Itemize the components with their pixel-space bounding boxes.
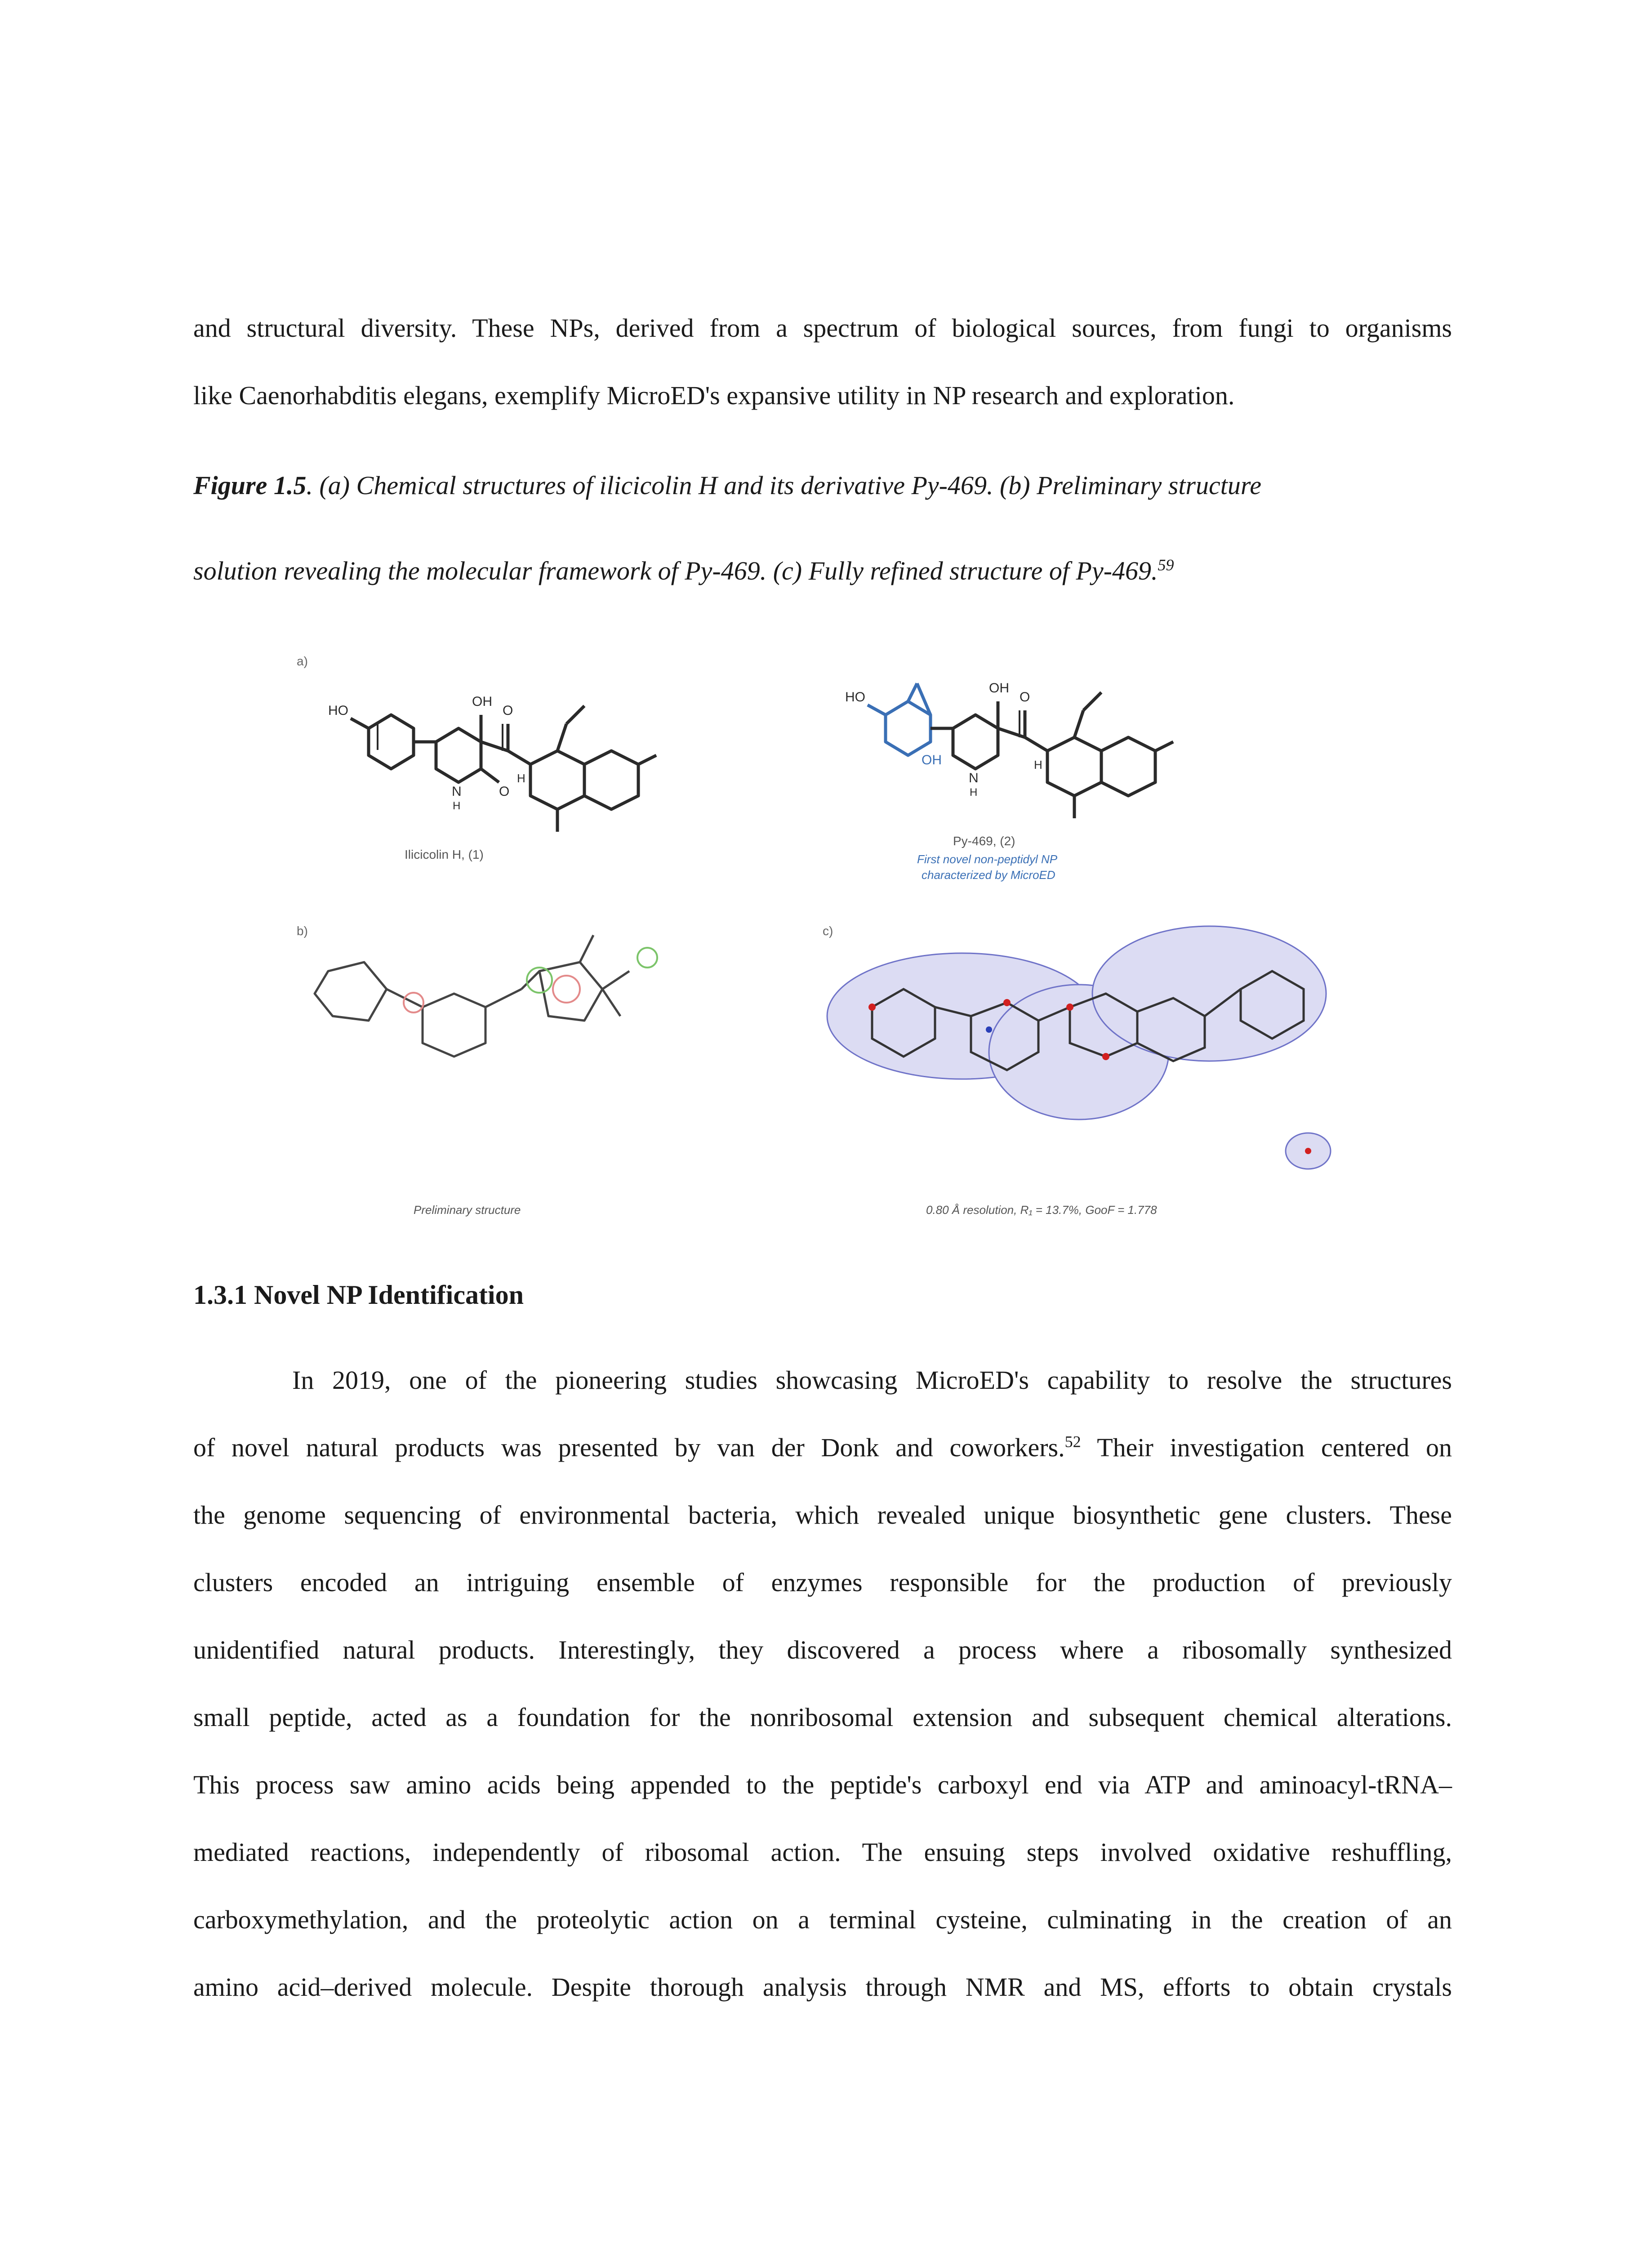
body-line-8: mediated reactions, independently of ribosomal action. The ensuing steps involved oxidative reshuffling, bbox=[193, 1838, 1452, 1867]
note-line-1: First novel non-peptidyl NP bbox=[917, 852, 1058, 866]
caption-reference: 59 bbox=[1158, 556, 1174, 574]
n-label-right: N bbox=[969, 771, 979, 785]
figure-1-5 bbox=[288, 647, 1340, 1232]
oh-label-right: OH bbox=[989, 681, 1009, 696]
ho-label-right: HO bbox=[845, 690, 865, 705]
note-line-2: characterized by MicroED bbox=[922, 868, 1055, 882]
o-label-right: O bbox=[1020, 690, 1030, 705]
section-number: 1.3.1 bbox=[193, 1280, 247, 1310]
oh-label-left: OH bbox=[472, 694, 492, 709]
o-label-left: O bbox=[503, 703, 513, 718]
body-line-10: amino acid–derived molecule. Despite thorough analysis through NMR and MS, efforts to obtain crystals bbox=[193, 1972, 1452, 2002]
figure-caption-line-1 bbox=[193, 468, 1261, 504]
section-heading bbox=[193, 1277, 524, 1313]
hstar-label-left: H bbox=[517, 772, 525, 785]
panel-b-label: b) bbox=[297, 924, 308, 938]
panel-c-label: c) bbox=[823, 924, 833, 938]
intro-line-2: like Caenorhabditis elegans, exemplify MicroED's expansive utility in NP research and exploration. bbox=[193, 381, 1235, 410]
intro-line-1: and structural diversity. These NPs, derived from a spectrum of biological sources, from fungi to organisms bbox=[193, 313, 1452, 343]
n-label-left: N bbox=[452, 784, 462, 799]
body-line-9: carboxymethylation, and the proteolytic action on a terminal cysteine, culminating in the creation of an bbox=[193, 1905, 1452, 1934]
ho-label-left: HO bbox=[328, 703, 348, 718]
h-label-right: H bbox=[970, 786, 978, 798]
body-line-2b: Their investigation centered on bbox=[1081, 1433, 1452, 1462]
refined-structure bbox=[827, 926, 1331, 1169]
body-line-7: This process saw amino acids being appended to the peptide's carboxyl end via ATP and aminoacyl-tRNA– bbox=[193, 1770, 1452, 1799]
figure-caption-line-2 bbox=[193, 553, 1174, 589]
h-label-left: H bbox=[453, 800, 461, 812]
figure-label: Figure 1.5 bbox=[193, 471, 307, 500]
body-line-3: the genome sequencing of environmental bacteria, which revealed unique biosynthetic gene clusters. These bbox=[193, 1500, 1452, 1530]
panel-a-label: a) bbox=[297, 654, 308, 668]
ilicicolin-h-structure bbox=[351, 706, 656, 832]
oh-ring-label: OH bbox=[922, 753, 942, 767]
refined-caption: 0.80 Å resolution, R₁ = 13.7%, GooF = 1.778 bbox=[926, 1203, 1157, 1217]
figure-caption-text-2: solution revealing the molecular framework of Py-469. (c) Fully refined structure of Py-469. bbox=[193, 556, 1158, 585]
o2-label-left: O bbox=[499, 784, 510, 799]
body-line-1: In 2019, one of the pioneering studies showcasing MicroED's capability to resolve the structures bbox=[292, 1365, 1452, 1395]
compound-1-label: Ilicicolin H, (1) bbox=[405, 847, 484, 861]
figure-caption-text: . (a) Chemical structures of ilicicolin H and its derivative Py-469. (b) Preliminary structure bbox=[306, 471, 1262, 500]
prelim-caption: Preliminary structure bbox=[414, 1203, 521, 1217]
body-line-2a: of novel natural products was presented by van der Donk and coworkers. bbox=[193, 1433, 1065, 1462]
body-line-6: small peptide, acted as a foundation for the nonribosomal extension and subsequent chemical alterations. bbox=[193, 1703, 1452, 1732]
body-line-2 bbox=[193, 1430, 1452, 1466]
body-line-5: unidentified natural products. Interestingly, they discovered a process where a ribosomally synthesized bbox=[193, 1635, 1452, 1664]
compound-2-label: Py-469, (2) bbox=[953, 834, 1015, 848]
body-line-4: clusters encoded an intriguing ensemble of enzymes responsible for the production of previously bbox=[193, 1568, 1452, 1597]
section-title: Novel NP Identification bbox=[254, 1280, 524, 1310]
hstar-label-right: H bbox=[1034, 758, 1042, 772]
preliminary-structure bbox=[315, 935, 657, 1057]
body-reference: 52 bbox=[1064, 1432, 1081, 1451]
